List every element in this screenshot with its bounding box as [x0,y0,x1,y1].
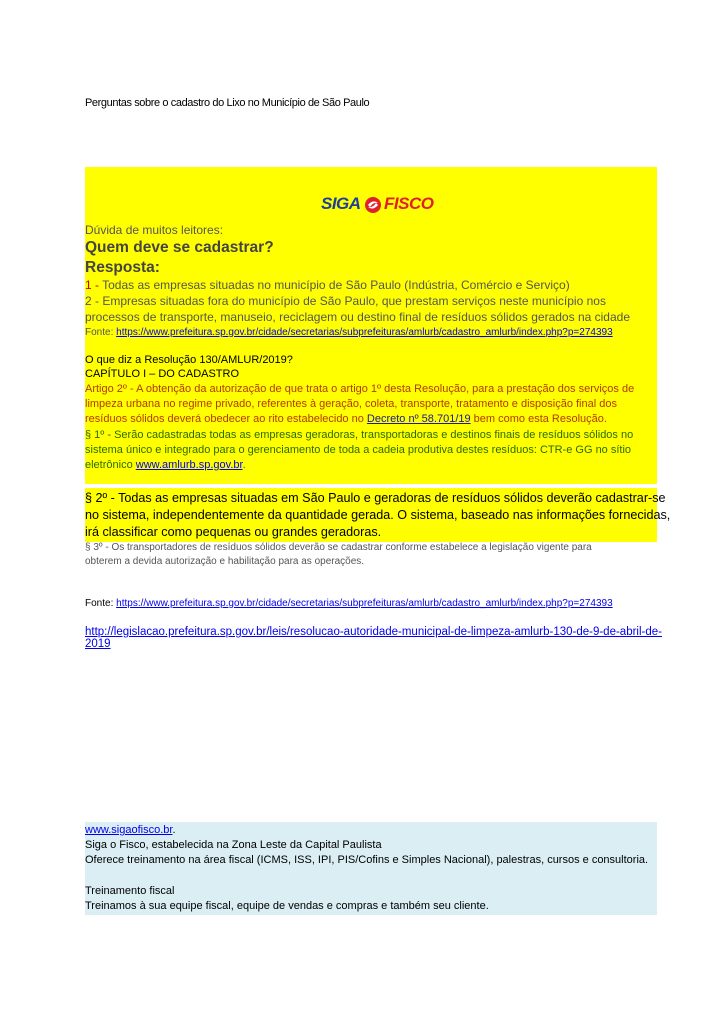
document-title: Perguntas sobre o cadastro do Lixo no Município de São Paulo [85,97,370,109]
legislation-link-block [85,626,662,650]
source-link-2[interactable]: https://www.prefeitura.sp.gov.br/cidade/secretarias/subprefeituras/amlurb/cadastro_amlurb/index.php?p=274393 [116,598,613,609]
footer-training-text: Treinamos à sua equipe fiscal, equipe de vendas e compras e também seu cliente. [85,900,489,912]
resolution-question: O que diz a Resolução 130/AMLUR/2019? [85,354,293,366]
paragraph-1-line3-post: . [242,459,246,471]
logo-text-siga: SIGA [321,194,361,213]
paragraph-1-line3 [85,459,246,471]
source-link[interactable]: https://www.prefeitura.sp.gov.br/cidade/secretarias/subprefeituras/amlurb/cadastro_amlurb/index.php?p=274393 [116,327,613,338]
paragraph-2-line3: irá classificar como pequenas ou grandes geradoras. [85,525,382,539]
paragraph-1-line1: § 1º - Serão cadastradas todas as empresas geradoras, transportadoras e destinos finais de resíduos sólidos no [85,429,634,441]
footer-site-suffix: . [172,824,176,836]
logo-text-fisco: FISCO [384,194,434,213]
article-2-line3-post: bem como esta Resolução. [470,413,607,425]
paragraph-3-line2: obterem a devida autorização e habilitação para as operações. [85,556,365,567]
chapter-heading: CAPÍTULO I – DO CADASTRO [85,368,240,380]
answer-label: Resposta: [85,259,160,276]
legislation-link-line2[interactable]: 2019 [85,638,111,650]
siga-fisco-logo [321,190,434,220]
decree-link[interactable]: Decreto nº 58.701/19 [366,413,471,425]
question-heading: Quem deve se cadastrar? [85,239,274,256]
paragraph-1-line3-pre: eletrônico [85,459,136,471]
paragraph-2-line1: § 2º - Todas as empresas situadas em São Paulo e geradoras de resíduos sólidos deverão cadastrar-se [85,491,666,505]
footer-site-line [85,824,176,836]
amlurb-link[interactable]: www.amlurb.sp.gov.br [135,459,243,471]
intro-line: Dúvida de muitos leitores: [85,223,224,237]
answer-item-1-number: 1 - [85,278,103,292]
legislation-link-line1[interactable]: http://legislacao.prefeitura.sp.gov.br/leis/resolucao-autoridade-municipal-de-limpeza-amlurb-130-de-9-de-abril-de- [85,626,662,638]
highlighted-answer-box [85,167,657,484]
swirl-icon [364,196,382,214]
article-2-line3 [85,413,607,425]
source-label: Fonte: [85,327,117,338]
source-label-2: Fonte: [85,598,117,609]
paragraph-2-highlight [85,488,671,542]
footer-services-line: Oferece treinamento na área fiscal (ICMS, ISS, IPI, PIS/Cofins e Simples Nacional), palestras, cursos e consultoria. [85,854,649,866]
answer-item-1-text: Todas as empresas situadas no município de São Paulo (Indústria, Comércio e Serviço) [102,278,570,292]
answer-item-2-line1: 2 - Empresas situadas fora do município de São Paulo, que prestam serviços neste município nos [85,294,606,308]
paragraph-2-line2: no sistema, independentemente da quantidade gerada. O sistema, baseado nas informações fornecidas, [85,508,671,522]
paragraph-1-line2: sistema único e integrado para o gerenciamento de toda a cadeia produtiva destes resíduos: CTR-e GG no sítio [85,444,632,456]
source-line [85,327,613,338]
footer-training-title: Treinamento fiscal [85,885,175,897]
paragraph-3-line1: § 3º - Os transportadores de resíduos sólidos deverão se cadastrar conforme estabelece a legislação vigente para [85,542,592,553]
footer-site-link[interactable]: www.sigaofisco.br [85,824,173,836]
source-line-2 [85,598,613,609]
article-2-line1: Artigo 2º - A obtenção da autorização de que trata o artigo 1º desta Resolução, para a prestação dos serviços de [85,383,635,395]
answer-item-2-line2: processos de transporte, manuseio, reciclagem ou destino final de resíduos sólidos gerados na cidade [85,310,630,324]
footer-company-line: Siga o Fisco, estabelecida na Zona Leste da Capital Paulista [85,839,382,851]
article-2-line3-pre: resíduos sólidos deverá obedecer ao rito estabelecido no [85,413,367,425]
article-2-line2: limpeza urbana no regime privado, referentes à geração, coleta, transporte, tratamento e disposição final dos [85,398,617,410]
footer-info-box [85,822,657,915]
answer-item-1 [85,278,570,292]
